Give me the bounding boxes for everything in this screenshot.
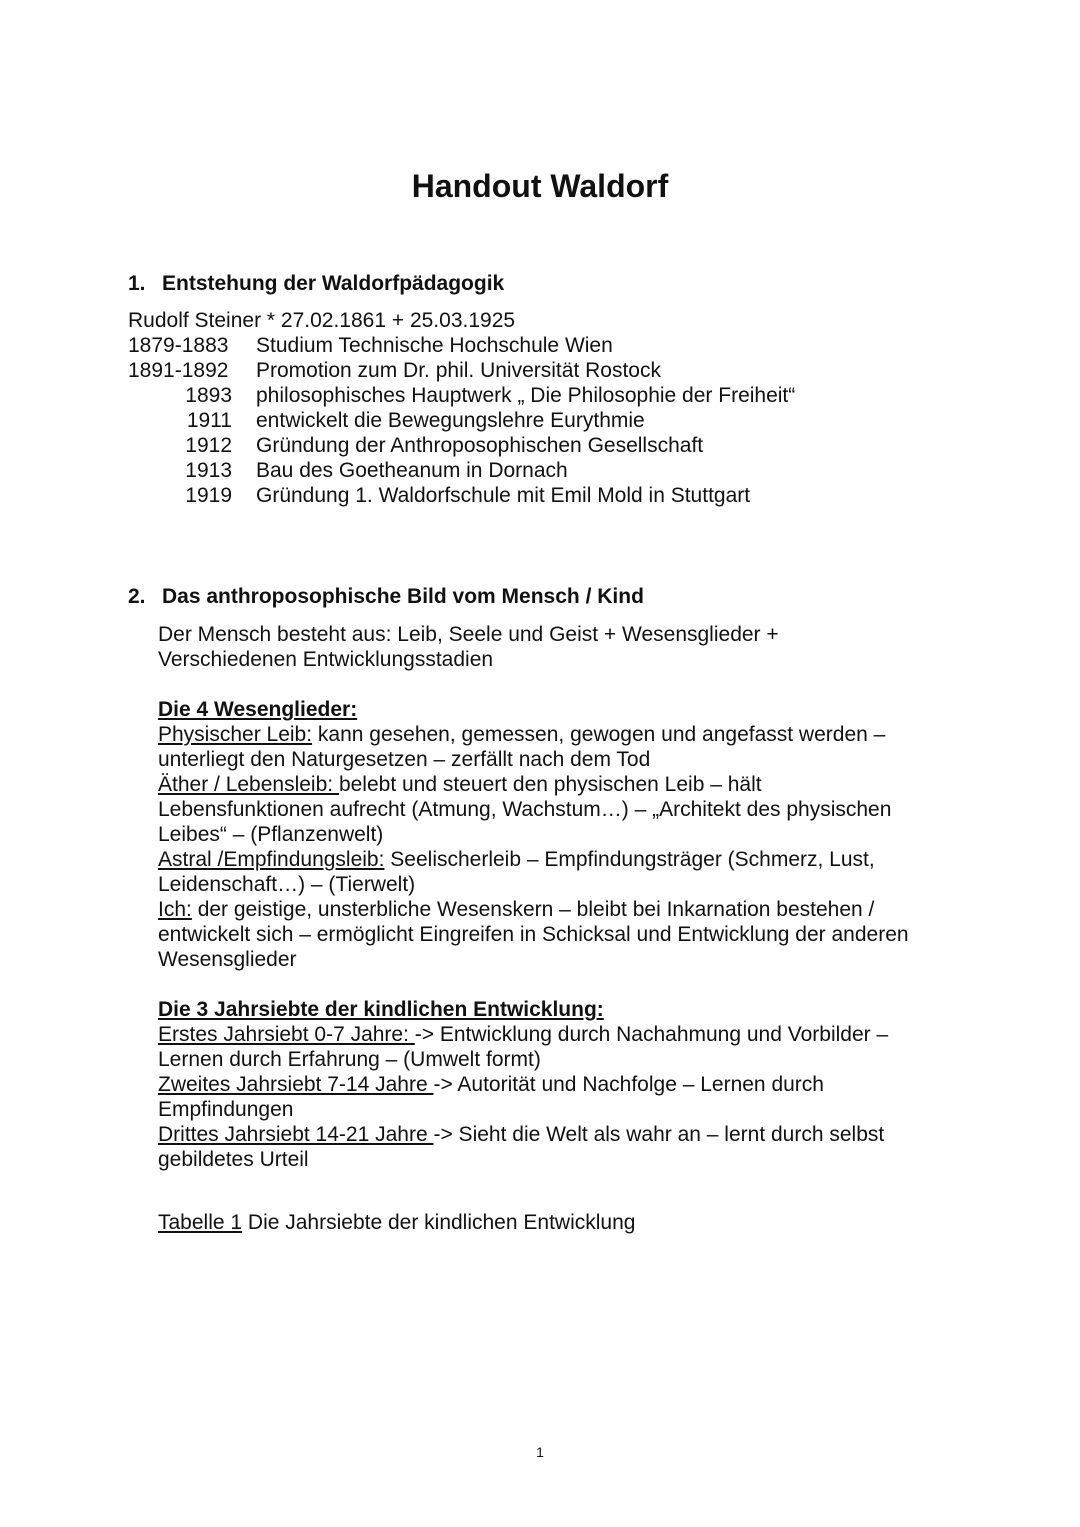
jahrsiebt-line (158, 1122, 909, 1147)
wesenglied-line (158, 747, 909, 772)
line-text: unterliegt den Naturgesetzen – zerfällt nach dem Tod (158, 748, 651, 771)
term-label: Ich: (158, 898, 192, 921)
wesenglied-line (158, 922, 909, 947)
line-text: -> Entwicklung durch Nachahmung und Vorbilder – (414, 1023, 889, 1046)
section-heading-text: Das anthroposophische Bild vom Mensch / Kind (162, 585, 644, 608)
line-text: gebildetes Urteil (158, 1148, 309, 1171)
timeline-row (128, 358, 795, 383)
timeline-year: 1879-1883 (128, 334, 229, 357)
steiner-intro: Rudolf Steiner * 27.02.1861 + 25.03.1925 (128, 309, 516, 332)
wesenglied-line (158, 822, 909, 847)
timeline-text: Studium Technische Hochschule Wien (256, 334, 613, 357)
line-text: Empfindungen (158, 1098, 294, 1121)
timeline-row (128, 383, 795, 408)
term-label: Physischer Leib: (158, 723, 313, 746)
jahrsiebt-line (158, 1047, 909, 1072)
wesenglied-line (158, 872, 909, 897)
section-number: 1. (128, 272, 146, 295)
timeline-text: philosophisches Hauptwerk „ Die Philosophie der Freiheit“ (256, 384, 796, 407)
wesenglieder-heading: Die 4 Wesenglieder: (158, 698, 358, 721)
timeline-text: Gründung 1. Waldorfschule mit Emil Mold in Stuttgart (256, 484, 751, 507)
timeline-text: Gründung der Anthroposophischen Gesellschaft (256, 434, 704, 457)
timeline-year: 1893 (185, 384, 232, 407)
term-label: Erstes Jahrsiebt 0-7 Jahre: (158, 1023, 415, 1046)
intro-line: Verschiedenen Entwicklungsstadien (158, 648, 494, 671)
timeline-text: Bau des Goetheanum in Dornach (256, 459, 568, 482)
line-text: Lernen durch Erfahrung – (Umwelt formt) (158, 1048, 541, 1071)
jahrsiebt-line (158, 1022, 909, 1047)
term-label: Drittes Jahrsiebt 14-21 Jahre (158, 1123, 434, 1146)
page-number: 1 (536, 1444, 544, 1460)
jahrsiebt-line (158, 1147, 909, 1172)
line-text: kann gesehen, gemessen, gewogen und angefasst werden – (312, 723, 886, 746)
intro-line: Der Mensch besteht aus: Leib, Seele und Geist + Wesensglieder + (158, 623, 779, 646)
timeline-year: 1912 (185, 434, 232, 457)
line-text: Wesensglieder (158, 948, 297, 971)
line-text: -> Autorität und Nachfolge – Lernen durch (433, 1073, 824, 1096)
timeline-year: 1913 (185, 459, 232, 482)
wesenglied-line (158, 947, 909, 972)
timeline-row (128, 333, 795, 358)
section-1-heading (128, 271, 504, 296)
line-text: belebt und steuert den physischen Leib – hält (338, 773, 762, 796)
wesenglied-line (158, 722, 909, 747)
line-text: Seelischerleib – Empfindungsträger (Schmerz, Lust, (384, 848, 875, 871)
line-text: entwickelt sich – ermöglicht Eingreifen in Schicksal und Entwicklung der anderen (158, 923, 909, 946)
section-2-body (158, 622, 909, 1172)
table-caption (158, 1210, 635, 1235)
timeline-row (128, 408, 795, 433)
timeline-row (128, 483, 795, 508)
wesenglied-line (158, 797, 909, 822)
timeline-text: entwickelt die Bewegungslehre Eurythmie (256, 409, 645, 432)
section-2-heading (128, 584, 644, 609)
term-label: Äther / Lebensleib: (158, 773, 339, 796)
line-text: Leibes“ – (Pflanzenwelt) (158, 823, 384, 846)
timeline-year: 1891-1892 (128, 359, 229, 382)
timeline-row (128, 433, 795, 458)
document-title: Handout Waldorf (411, 168, 669, 204)
timeline-year: 1919 (185, 484, 232, 507)
wesenglied-line (158, 772, 909, 797)
caption-text: Die Jahrsiebte der kindlichen Entwicklung (242, 1211, 636, 1234)
wesenglied-line (158, 847, 909, 872)
section-number: 2. (128, 585, 146, 608)
timeline-year: 1911 (186, 409, 232, 432)
caption-label: Tabelle 1 (158, 1211, 243, 1234)
line-text: der geistige, unsterbliche Wesenskern – bleibt bei Inkarnation bestehen / (191, 898, 875, 921)
section-heading-text: Entstehung der Waldorfpädagogik (162, 272, 505, 295)
timeline-row (128, 458, 795, 483)
jahrsiebt-line (158, 1072, 909, 1097)
timeline-text: Promotion zum Dr. phil. Universität Rostock (256, 359, 661, 382)
wesenglied-line (158, 897, 909, 922)
jahrsiebte-heading: Die 3 Jahrsiebte der kindlichen Entwicklung: (158, 998, 604, 1021)
line-text: Leidenschaft…) – (Tierwelt) (158, 873, 416, 896)
line-text: -> Sieht die Welt als wahr an – lernt durch selbst (433, 1123, 885, 1146)
term-label: Zweites Jahrsiebt 7-14 Jahre (158, 1073, 434, 1096)
line-text: Lebensfunktionen aufrecht (Atmung, Wachstum…) – „Architekt des physischen (158, 798, 892, 821)
timeline (128, 308, 795, 508)
term-label: Astral /Empfindungsleib: (158, 848, 385, 871)
jahrsiebt-line (158, 1097, 909, 1122)
